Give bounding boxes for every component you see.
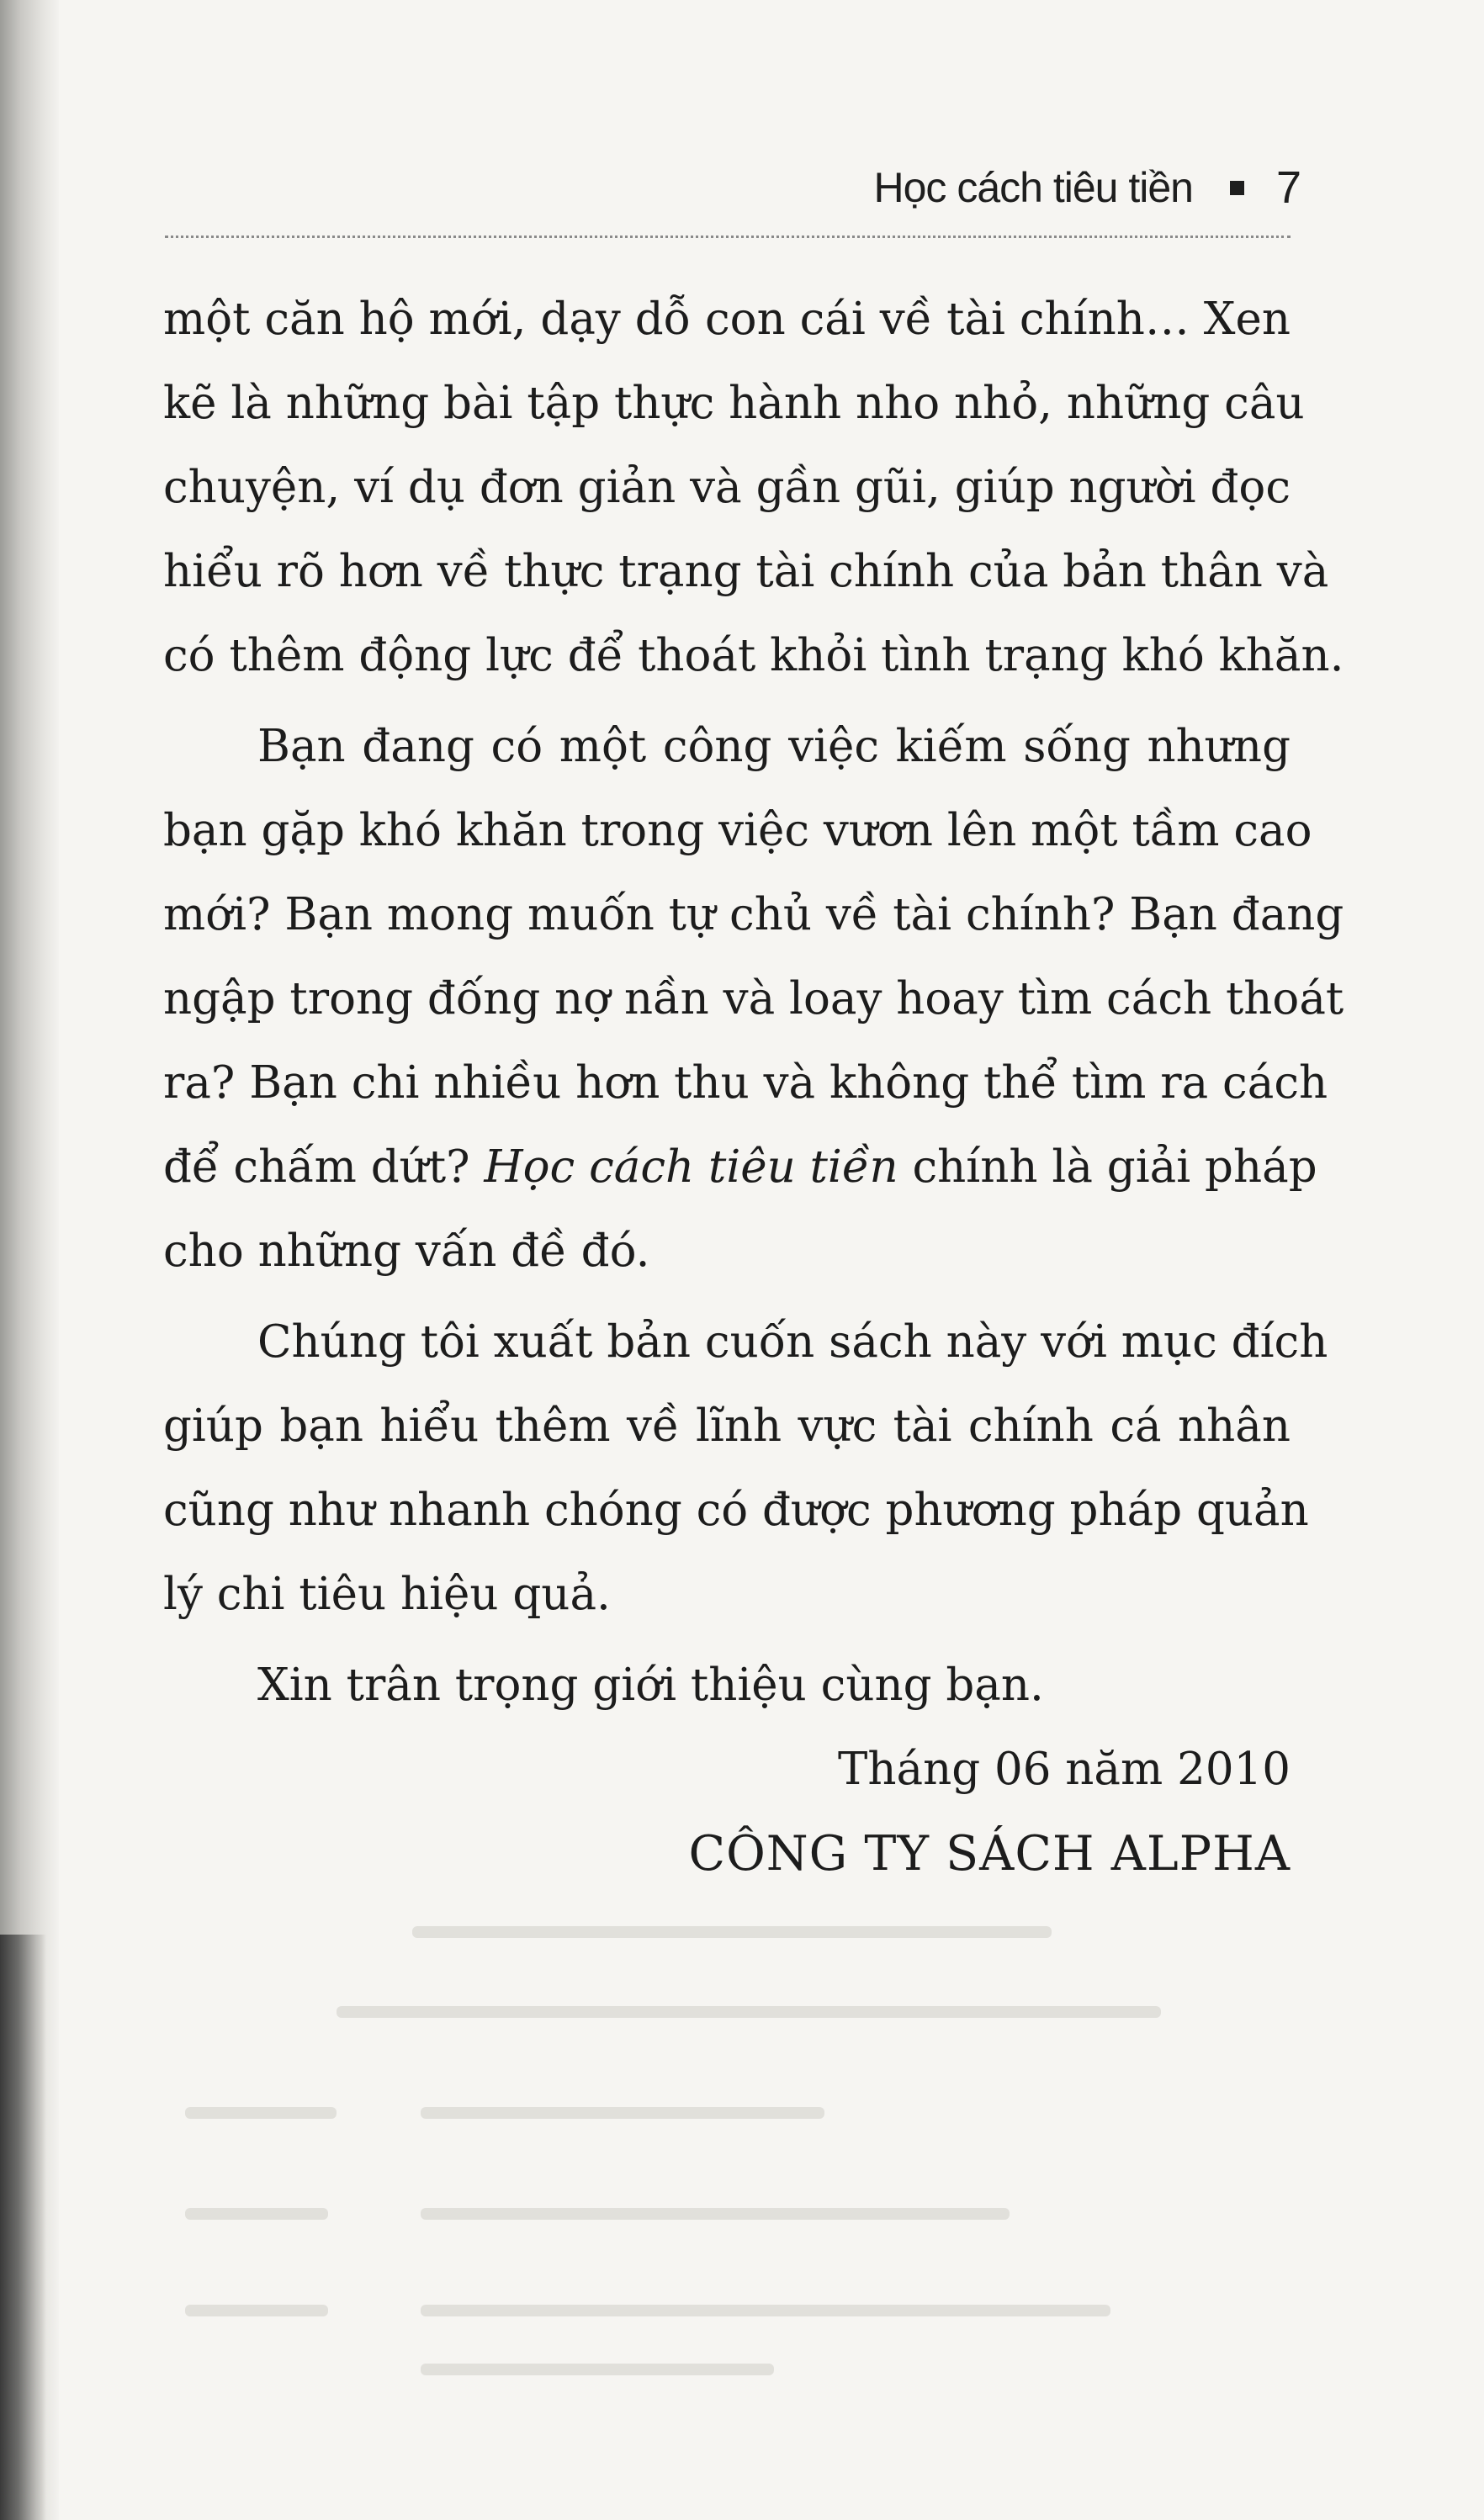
- show-through-mark: [421, 2107, 824, 2119]
- book-spine-edge: [0, 1935, 46, 2520]
- text-segment: chính là giải pháp: [912, 1141, 1317, 1193]
- text-line: ra? Bạn chi nhiều hơn thu và không thể tìm ra cách: [163, 1057, 1328, 1109]
- body-text: [163, 278, 1344, 1896]
- show-through-mark: [185, 2305, 328, 2316]
- running-header: [874, 161, 1301, 214]
- header-separator-square: [1230, 181, 1244, 195]
- text-line: kẽ là những bài tập thực hành nho nhỏ, những câu: [163, 378, 1305, 429]
- text-line: Chúng tôi xuất bản cuốn sách này với mục đích: [257, 1316, 1328, 1368]
- header-book-title: Học cách tiêu tiền: [873, 164, 1193, 211]
- text-line: lý chi tiêu hiệu quả.: [163, 1569, 611, 1620]
- show-through-mark: [421, 2208, 1010, 2220]
- signature-company: CÔNG TY SÁCH ALPHA: [688, 1826, 1291, 1882]
- book-title-italic: Học cách tiêu tiền: [484, 1141, 898, 1193]
- show-through-mark: [185, 2208, 328, 2220]
- text-line: hiểu rõ hơn về thực trạng tài chính của bản thân và: [163, 546, 1329, 597]
- text-line: Bạn đang có một công việc kiếm sống nhưng: [257, 721, 1291, 772]
- show-through-mark: [412, 1926, 1052, 1938]
- text-line: bạn gặp khó khăn trong việc vươn lên một tầm cao: [163, 805, 1312, 856]
- show-through-mark: [421, 2305, 1110, 2316]
- text-line: ngập trong đống nợ nần và loay hoay tìm cách thoát: [163, 973, 1344, 1024]
- show-through-mark: [421, 2364, 774, 2375]
- text-line: có thêm động lực để thoát khỏi tình trạng khó khăn.: [163, 630, 1344, 681]
- signature-date: Tháng 06 năm 2010: [838, 1744, 1291, 1795]
- text-line: cho những vấn đề đó.: [163, 1226, 650, 1277]
- text-segment: để chấm dứt?: [163, 1141, 470, 1193]
- text-line-with-title: [163, 1125, 1317, 1210]
- text-line: một căn hộ mới, dạy dỗ con cái về tài chính… Xen: [163, 294, 1291, 345]
- text-line: giúp bạn hiểu thêm về lĩnh vực tài chính cá nhân: [163, 1400, 1291, 1452]
- text-line: cũng như nhanh chóng có được phương pháp quản: [163, 1485, 1309, 1536]
- text-line: Xin trân trọng giới thiệu cùng bạn.: [257, 1660, 1044, 1711]
- show-through-mark: [337, 2006, 1161, 2018]
- header-dotted-rule: [165, 236, 1291, 238]
- text-line: chuyện, ví dụ đơn giản và gần gũi, giúp người đọc: [163, 462, 1291, 513]
- page-number: 7: [1275, 162, 1301, 213]
- text-line: mới? Bạn mong muốn tự chủ về tài chính? Bạn đang: [163, 889, 1344, 940]
- show-through-mark: [185, 2107, 337, 2119]
